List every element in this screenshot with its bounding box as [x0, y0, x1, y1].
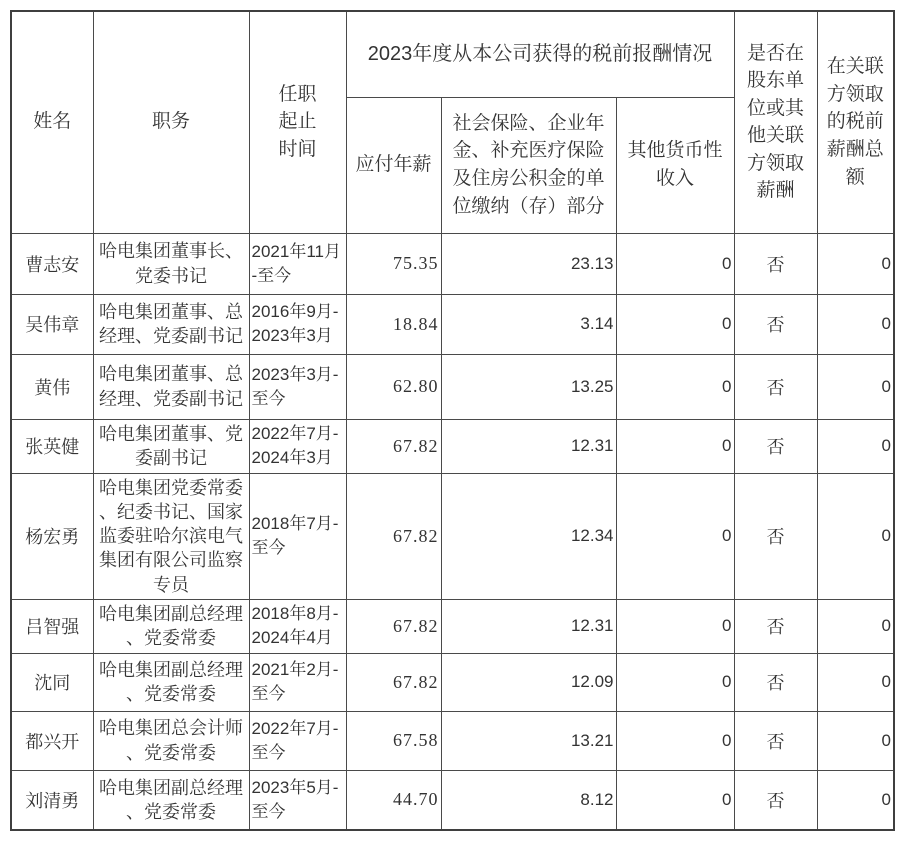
cell-term: 2018年7月-至今	[249, 473, 346, 599]
column-header-related-flag-label: 是否在股东单位或其他关联方领取薪酬	[746, 42, 804, 202]
cell-related-flag: 否	[734, 354, 817, 419]
cell-term: 2021年2月-至今	[249, 653, 346, 711]
cell-salary: 62.80	[346, 354, 441, 419]
column-header-other-income: 其他货币性收入	[616, 97, 734, 233]
column-header-related-total	[817, 11, 894, 233]
cell-related-flag: 否	[734, 711, 817, 770]
cell-term: 2018年8月-2024年4月	[249, 599, 346, 653]
column-header-name: 姓名	[11, 11, 93, 233]
cell-name: 黄伟	[11, 354, 93, 419]
cell-related-total: 0	[817, 599, 894, 653]
column-header-related-flag	[734, 11, 817, 233]
cell-name: 吴伟章	[11, 294, 93, 354]
column-group-header-2023-compensation: 2023年度从本公司获得的税前报酬情况	[346, 11, 734, 97]
table-row	[11, 473, 894, 599]
cell-related-total: 0	[817, 294, 894, 354]
cell-related-flag: 否	[734, 294, 817, 354]
cell-related-flag: 否	[734, 599, 817, 653]
cell-other: 0	[616, 599, 734, 653]
cell-social: 23.13	[441, 233, 616, 294]
cell-position: 哈电集团董事、党委副书记	[93, 419, 249, 473]
cell-related-flag: 否	[734, 233, 817, 294]
compensation-table	[10, 10, 895, 831]
cell-salary: 67.82	[346, 419, 441, 473]
cell-name: 曹志安	[11, 233, 93, 294]
column-header-term-label: 任职起止时间	[278, 83, 317, 161]
cell-social: 8.12	[441, 770, 616, 830]
cell-salary: 67.82	[346, 473, 441, 599]
cell-related-total: 0	[817, 233, 894, 294]
cell-other: 0	[616, 770, 734, 830]
cell-term: 2022年7月-2024年3月	[249, 419, 346, 473]
cell-related-flag: 否	[734, 473, 817, 599]
cell-salary: 44.70	[346, 770, 441, 830]
cell-name: 沈同	[11, 653, 93, 711]
cell-other: 0	[616, 233, 734, 294]
cell-term: 2021年11月-至今	[249, 233, 346, 294]
column-header-term	[249, 11, 346, 233]
cell-related-total: 0	[817, 473, 894, 599]
cell-other: 0	[616, 294, 734, 354]
cell-name: 刘清勇	[11, 770, 93, 830]
cell-position: 哈电集团党委常委、纪委书记、国家监委驻哈尔滨电气集团有限公司监察专员	[93, 473, 249, 599]
cell-name: 杨宏勇	[11, 473, 93, 599]
cell-social: 12.09	[441, 653, 616, 711]
cell-salary: 67.82	[346, 599, 441, 653]
cell-salary: 67.82	[346, 653, 441, 711]
cell-position: 哈电集团副总经理、党委常委	[93, 599, 249, 653]
cell-other: 0	[616, 711, 734, 770]
cell-related-total: 0	[817, 770, 894, 830]
table-row	[11, 354, 894, 419]
cell-name: 都兴开	[11, 711, 93, 770]
cell-salary: 75.35	[346, 233, 441, 294]
column-header-salary: 应付年薪	[346, 97, 441, 233]
cell-related-flag: 否	[734, 770, 817, 830]
cell-position: 哈电集团副总经理、党委常委	[93, 653, 249, 711]
cell-related-total: 0	[817, 354, 894, 419]
cell-related-total: 0	[817, 711, 894, 770]
column-header-position: 职务	[93, 11, 249, 233]
column-header-social-insurance: 社会保险、企业年金、补充医疗保险及住房公积金的单位缴纳（存）部分	[441, 97, 616, 233]
table-row	[11, 711, 894, 770]
cell-social: 12.31	[441, 419, 616, 473]
cell-salary: 18.84	[346, 294, 441, 354]
cell-salary: 67.58	[346, 711, 441, 770]
cell-term: 2016年9月-2023年3月	[249, 294, 346, 354]
cell-term: 2022年7月-至今	[249, 711, 346, 770]
table-row	[11, 233, 894, 294]
cell-social: 13.21	[441, 711, 616, 770]
cell-other: 0	[616, 473, 734, 599]
cell-other: 0	[616, 354, 734, 419]
cell-other: 0	[616, 419, 734, 473]
cell-related-flag: 否	[734, 653, 817, 711]
cell-position: 哈电集团总会计师、党委常委	[93, 711, 249, 770]
header-row-group	[11, 11, 894, 97]
cell-social: 12.31	[441, 599, 616, 653]
cell-term: 2023年5月-至今	[249, 770, 346, 830]
table-row	[11, 770, 894, 830]
cell-social: 13.25	[441, 354, 616, 419]
table-row	[11, 599, 894, 653]
cell-position: 哈电集团董事、总经理、党委副书记	[93, 294, 249, 354]
cell-related-total: 0	[817, 419, 894, 473]
cell-position: 哈电集团董事、总经理、党委副书记	[93, 354, 249, 419]
cell-related-flag: 否	[734, 419, 817, 473]
cell-position: 哈电集团副总经理、党委常委	[93, 770, 249, 830]
column-header-related-total-label: 在关联方领取的税前薪酬总额	[826, 56, 884, 188]
cell-term: 2023年3月-至今	[249, 354, 346, 419]
table-row	[11, 419, 894, 473]
cell-social: 3.14	[441, 294, 616, 354]
cell-name: 张英健	[11, 419, 93, 473]
cell-social: 12.34	[441, 473, 616, 599]
cell-position: 哈电集团董事长、党委书记	[93, 233, 249, 294]
table-row	[11, 294, 894, 354]
cell-related-total: 0	[817, 653, 894, 711]
cell-other: 0	[616, 653, 734, 711]
cell-name: 吕智强	[11, 599, 93, 653]
table-row	[11, 653, 894, 711]
